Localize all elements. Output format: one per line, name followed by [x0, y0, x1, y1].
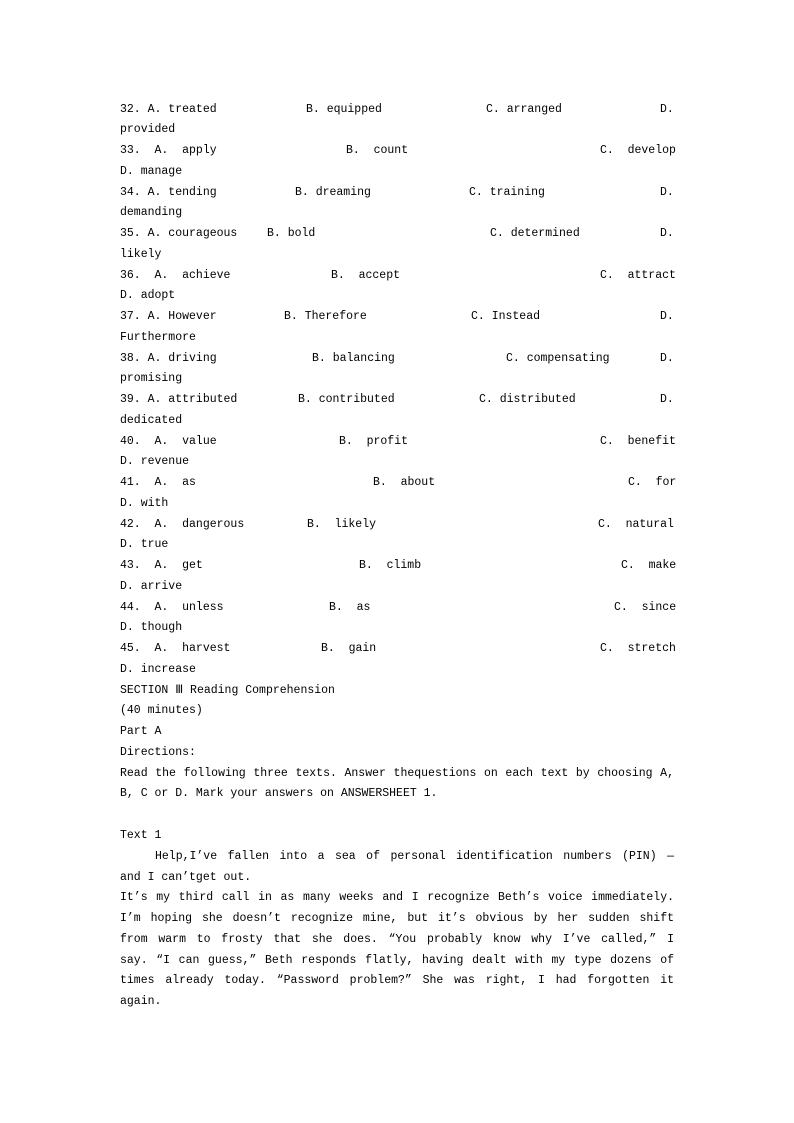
paragraph-line: Help,I’ve fallen into a sea of personal identification numbers (PIN) — — [155, 849, 674, 863]
option-wrap-line: dedicated — [120, 413, 183, 427]
option-c: C. determined — [490, 227, 580, 240]
option-b: B. climb — [359, 559, 422, 572]
option-c: C. for — [628, 476, 677, 489]
option-c: C. distributed — [479, 393, 576, 406]
question-row — [120, 183, 674, 204]
option-wrap-line: Furthermore — [120, 330, 196, 344]
option-b: B. likely — [307, 517, 377, 531]
question-row — [120, 639, 674, 660]
option-a: 32. A. treated — [120, 102, 217, 116]
paragraph-line: say. “I can guess,” Beth responds flatly, having dealt with my type dozens of — [120, 953, 674, 967]
paragraph-line: It’s my third call in as many weeks and I recognize Beth’s voice immediately. — [120, 891, 674, 905]
option-c: C. make — [621, 559, 677, 572]
option-b: B. accept — [331, 268, 401, 282]
option-a: 40. A. value — [120, 434, 217, 448]
option-b: B. Therefore — [284, 310, 367, 323]
option-b: B. balancing — [312, 351, 395, 365]
question-row — [120, 598, 677, 619]
option-wrap-line: D. arrive — [120, 579, 183, 593]
paragraph-line: I’m hoping she doesn’t recognize mine, but it’s obvious by her sudden shift — [120, 912, 674, 925]
option-a: 39. A. attributed — [120, 393, 238, 406]
directions-label: Directions: — [120, 745, 196, 759]
paragraph-line: again. — [120, 995, 162, 1008]
option-c: C. since — [614, 600, 677, 614]
directions-line: Read the following three texts. Answer thequestions on each text by choosing A, — [120, 766, 674, 780]
option-a: 42. A. dangerous — [120, 517, 245, 531]
option-wrap-line: D. manage — [120, 164, 183, 178]
paragraph-line: and I can’tget out. — [120, 870, 252, 884]
option-d: D. — [660, 102, 674, 116]
option-c: C. develop — [600, 144, 676, 157]
option-d: D. — [660, 310, 674, 323]
question-row — [120, 432, 674, 453]
option-a: 45. A. harvest — [120, 642, 231, 655]
question-row — [120, 390, 674, 411]
question-row — [120, 515, 674, 536]
option-b: B. profit — [339, 434, 409, 448]
option-c: C. attract — [600, 268, 676, 282]
option-b: B. contributed — [298, 393, 395, 406]
option-wrap-line: D. true — [120, 538, 169, 552]
option-d: D. — [660, 351, 674, 365]
option-b: B. count — [346, 144, 409, 157]
option-d: D. — [660, 393, 674, 406]
option-a: 36. A. achieve — [120, 268, 231, 282]
option-c: C. compensating — [506, 351, 610, 365]
option-c: C. stretch — [600, 642, 676, 655]
option-b: B. equipped — [306, 102, 382, 116]
option-wrap-line: D. adopt — [120, 289, 176, 303]
option-wrap-line: provided — [120, 123, 176, 137]
question-row — [120, 556, 677, 577]
option-wrap-line: D. increase — [120, 662, 196, 676]
question-row — [120, 473, 677, 494]
option-wrap-line: demanding — [120, 206, 183, 220]
question-row — [120, 224, 674, 245]
option-b: B. gain — [321, 642, 377, 655]
option-c: C. natural — [598, 517, 674, 531]
option-wrap-line: D. though — [120, 621, 183, 635]
option-a: 34. A. tending — [120, 185, 217, 199]
section-time: (40 minutes) — [120, 704, 203, 718]
paragraph-line: from warm to frosty that she does. “You probably know why I’ve called,” I — [120, 932, 674, 946]
option-c: C. arranged — [486, 102, 562, 116]
option-b: B. as — [329, 600, 371, 614]
option-c: C. Instead — [471, 310, 541, 323]
option-b: B. about — [373, 476, 436, 489]
question-row — [120, 307, 674, 328]
option-a: 44. A. unless — [120, 600, 224, 614]
text-title: Text 1 — [120, 829, 162, 842]
question-row — [120, 100, 674, 121]
option-wrap-line: promising — [120, 372, 183, 386]
option-d: D. — [660, 185, 674, 199]
option-a: 38. A. driving — [120, 351, 217, 365]
option-wrap-line: likely — [120, 247, 162, 261]
option-d: D. — [660, 227, 674, 240]
directions-line: B, C or D. Mark your answers on ANSWERSHEET 1. — [120, 787, 438, 801]
question-row — [120, 349, 674, 370]
option-b: B. dreaming — [295, 185, 371, 199]
section-title: SECTION Ⅲ Reading Comprehension — [120, 683, 335, 697]
option-wrap-line: D. revenue — [120, 455, 190, 469]
question-row — [120, 266, 674, 287]
option-a: 37. A. However — [120, 310, 217, 323]
option-c: C. training — [469, 185, 545, 199]
option-a: 35. A. courageous — [120, 227, 238, 240]
option-a: 33. A. apply — [120, 144, 217, 157]
option-wrap-line: D. with — [120, 496, 169, 510]
option-c: C. benefit — [600, 434, 676, 448]
option-a: 43. A. get — [120, 559, 203, 572]
paragraph-line: times already today. “Password problem?” She was right, I had forgotten it — [120, 974, 674, 988]
option-a: 41. A. as — [120, 476, 196, 489]
part-label: Part A — [120, 725, 162, 738]
question-row — [120, 141, 674, 162]
option-b: B. bold — [267, 227, 316, 240]
